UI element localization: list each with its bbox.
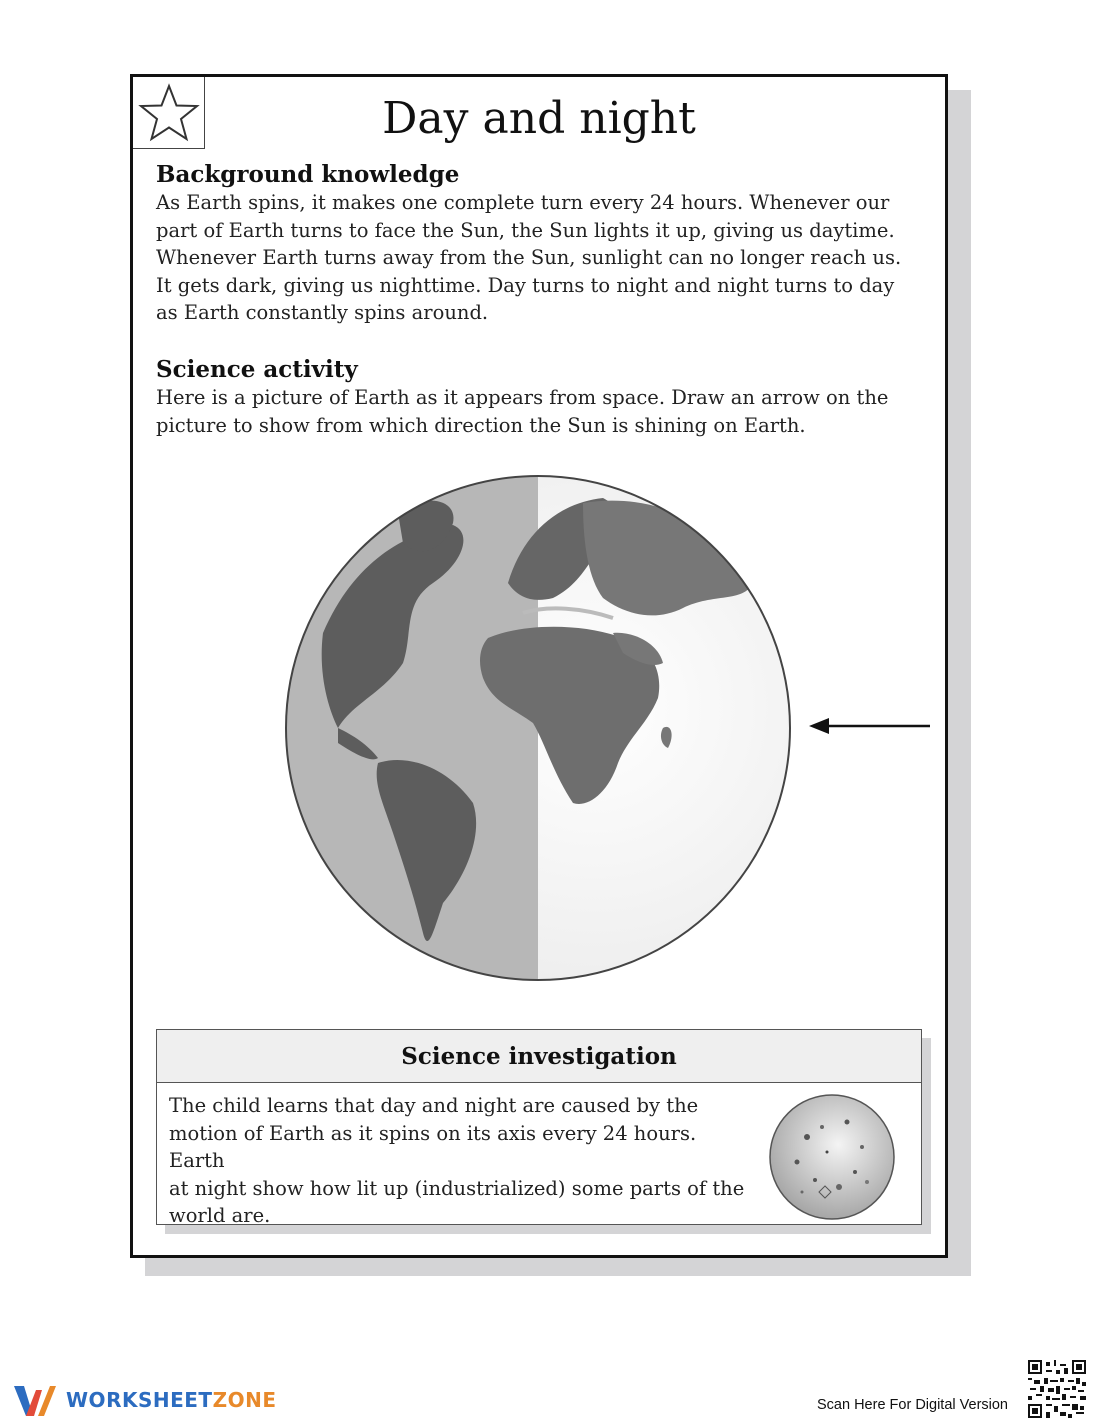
scan-caption: Scan Here For Digital Version	[817, 1397, 1008, 1413]
earth-at-night-illustration	[767, 1092, 897, 1222]
text-line: As Earth spins, it makes one complete turn every 24 hours. Whenever our	[156, 191, 890, 214]
worksheetzone-logo[interactable]	[12, 1382, 276, 1418]
earth-globe-illustration	[283, 473, 803, 993]
text-line: The child learns that day and night are caused by the	[169, 1094, 699, 1117]
activity-heading: Science activity	[156, 356, 358, 383]
text-line: as Earth constantly spins around.	[156, 301, 489, 324]
background-paragraph	[156, 189, 916, 327]
text-line: part of Earth turns to face the Sun, the Sun lights it up, giving us daytime.	[156, 218, 895, 242]
text-line: at night show how lit up (industrialized) some parts of the	[169, 1176, 745, 1200]
qr-code-icon[interactable]	[1028, 1360, 1086, 1418]
worksheet-card	[130, 74, 948, 1258]
brand-name: WORKSHEETZONE	[66, 1388, 277, 1412]
logo-mark-icon	[12, 1382, 58, 1418]
arrow-left-icon	[805, 713, 935, 739]
text-line: motion of Earth as it spins on its axis every 24 hours. Earth	[169, 1121, 697, 1172]
text-line: It gets dark, giving us nighttime. Day turns to night and night turns to day	[156, 273, 895, 297]
text-line: world are.	[169, 1204, 271, 1227]
investigation-paragraph	[169, 1092, 749, 1230]
background-heading: Background knowledge	[156, 161, 460, 188]
text-line: Whenever Earth turns away from the Sun, sunlight can no longer reach us.	[156, 246, 902, 269]
page-title: Day and night	[382, 93, 696, 144]
sun-direction-arrow	[805, 713, 935, 739]
text-line: picture to show from which direction the Sun is shining on Earth.	[156, 413, 806, 437]
text-line: Here is a picture of Earth as it appears from space. Draw an arrow on the	[156, 386, 889, 409]
activity-paragraph	[156, 384, 916, 439]
investigation-heading: Science investigation	[157, 1030, 921, 1083]
investigation-box	[156, 1029, 922, 1225]
